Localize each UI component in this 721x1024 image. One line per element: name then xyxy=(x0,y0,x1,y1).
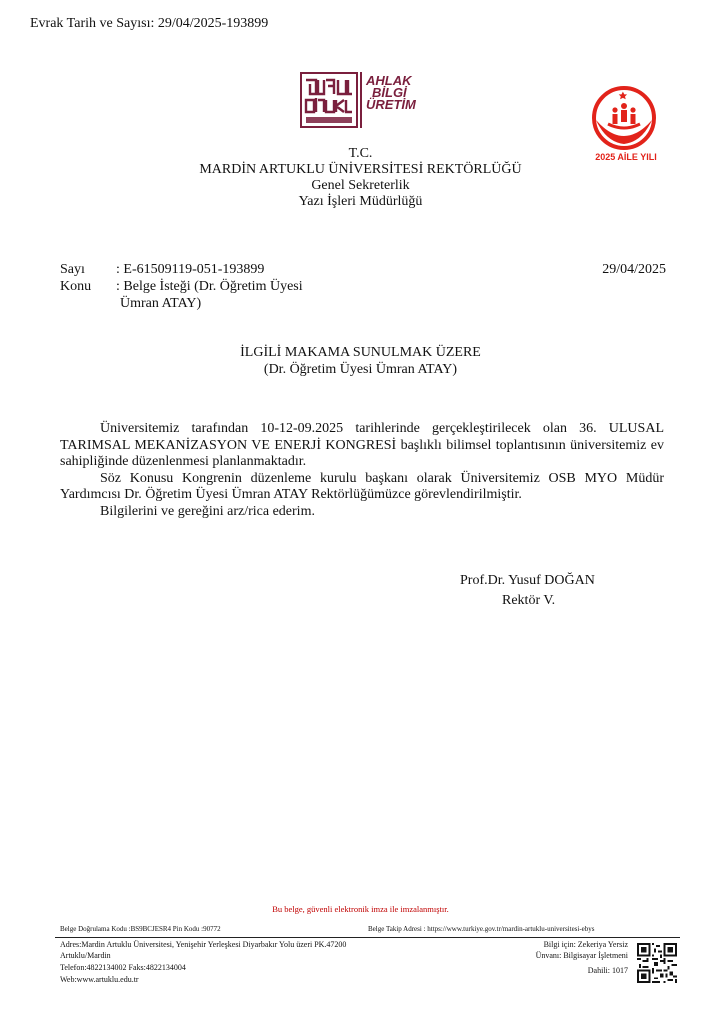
ahlak-bilgi-uretim-logo xyxy=(366,75,416,111)
header-unit: Genel Sekreterlik xyxy=(311,178,410,193)
header-university: MARDİN ARTUKLU ÜNİVERSİTESİ REKTÖRLÜĞÜ xyxy=(199,162,522,177)
info-contact-title: Ünvanı: Bilgisayar İşletmeni xyxy=(535,951,628,960)
konu-label: Konu xyxy=(60,279,92,294)
uretim-line: ÜRETİM xyxy=(366,97,416,112)
aile-yili-logo xyxy=(588,86,660,150)
footer-divider xyxy=(55,937,680,938)
header-subunit: Yazı İşleri Müdürlüğü xyxy=(298,194,423,209)
verification-code: Belge Doğrulama Kodu :BS9BCJESR4 Pin Kodu :90772 xyxy=(60,925,221,933)
signatory-name: Prof.Dr. Yusuf DOĞAN xyxy=(460,573,595,588)
esignature-note: Bu belge, güvenli elektronik imza ile imzalanmıştır. xyxy=(272,904,449,914)
letter-body xyxy=(60,421,664,520)
footer-address-city: Artuklu/Mardin xyxy=(60,951,111,960)
sayi-label: Sayı xyxy=(60,262,85,277)
evrak-date-number: Evrak Tarih ve Sayısı: 29/04/2025-193899 xyxy=(30,16,269,31)
body-paragraph: Üniversitemiz tarafından 10-12-09.2025 tarihlerinde gerçekleştirilecek olan 36. ULUSAL TARIMSAL MEKANİZASYON VE ENERJİ KONGRESİ başlıklı bilimsel toplantısının üniversitemiz ev sahipliğinde düzenlenmesi planlanmaktadır. xyxy=(60,421,664,469)
addressee-title: İLGİLİ MAKAMA SUNULMAK ÜZERE xyxy=(240,345,481,360)
mardin-artuklu-universitesi-logo xyxy=(300,72,358,128)
qr-code-icon xyxy=(637,943,677,983)
header-tc: T.C. xyxy=(348,146,373,161)
konu-value: : Belge İsteği (Dr. Öğretim Üyesi xyxy=(116,279,303,294)
info-contact-extension: Dahili: 1017 xyxy=(587,966,628,975)
sayi-value: : E-61509119-051-193899 xyxy=(116,262,265,277)
signatory-title: Rektör V. xyxy=(502,593,556,608)
footer-phone-fax: Telefon:4822134002 Faks:4822134004 xyxy=(60,963,186,972)
footer-web-link[interactable]: Web:www.artuklu.edu.tr xyxy=(60,975,139,984)
aile-yili-text: 2025 AİLE YILI xyxy=(595,152,657,162)
bilgi-line: BİLGİ xyxy=(372,85,407,100)
footer-address: Adres:Mardin Artuklu Üniversitesi, Yenişehir Yerleşkesi Diyarbakır Yolu üzeri PK.47200 xyxy=(60,940,347,949)
ahlak-line: AHLAK xyxy=(366,73,412,88)
konu-value-continued: Ümran ATAY) xyxy=(120,296,202,311)
body-paragraph: Bilgilerini ve gereğini arz/rica ederim. xyxy=(100,503,315,519)
addressee-name: (Dr. Öğretim Üyesi Ümran ATAY) xyxy=(263,362,458,377)
tracking-address-link[interactable]: Belge Takip Adresi : https://www.turkiye.gov.tr/mardin-artuklu-universitesi-ebys xyxy=(368,925,595,933)
info-contact-person: Bilgi için: Zekeriya Yersiz xyxy=(543,940,628,949)
document-date: 29/04/2025 xyxy=(602,262,666,277)
logo-divider xyxy=(360,72,362,128)
body-paragraph: Söz Konusu Kongrenin düzenleme kurulu başkanı olarak Üniversitemiz OSB MYO Müdür Yardımcısı Dr. Öğretim Üyesi Ümran ATAY Rektörlüğümüzce görevlendirilmiştir. xyxy=(60,470,664,502)
